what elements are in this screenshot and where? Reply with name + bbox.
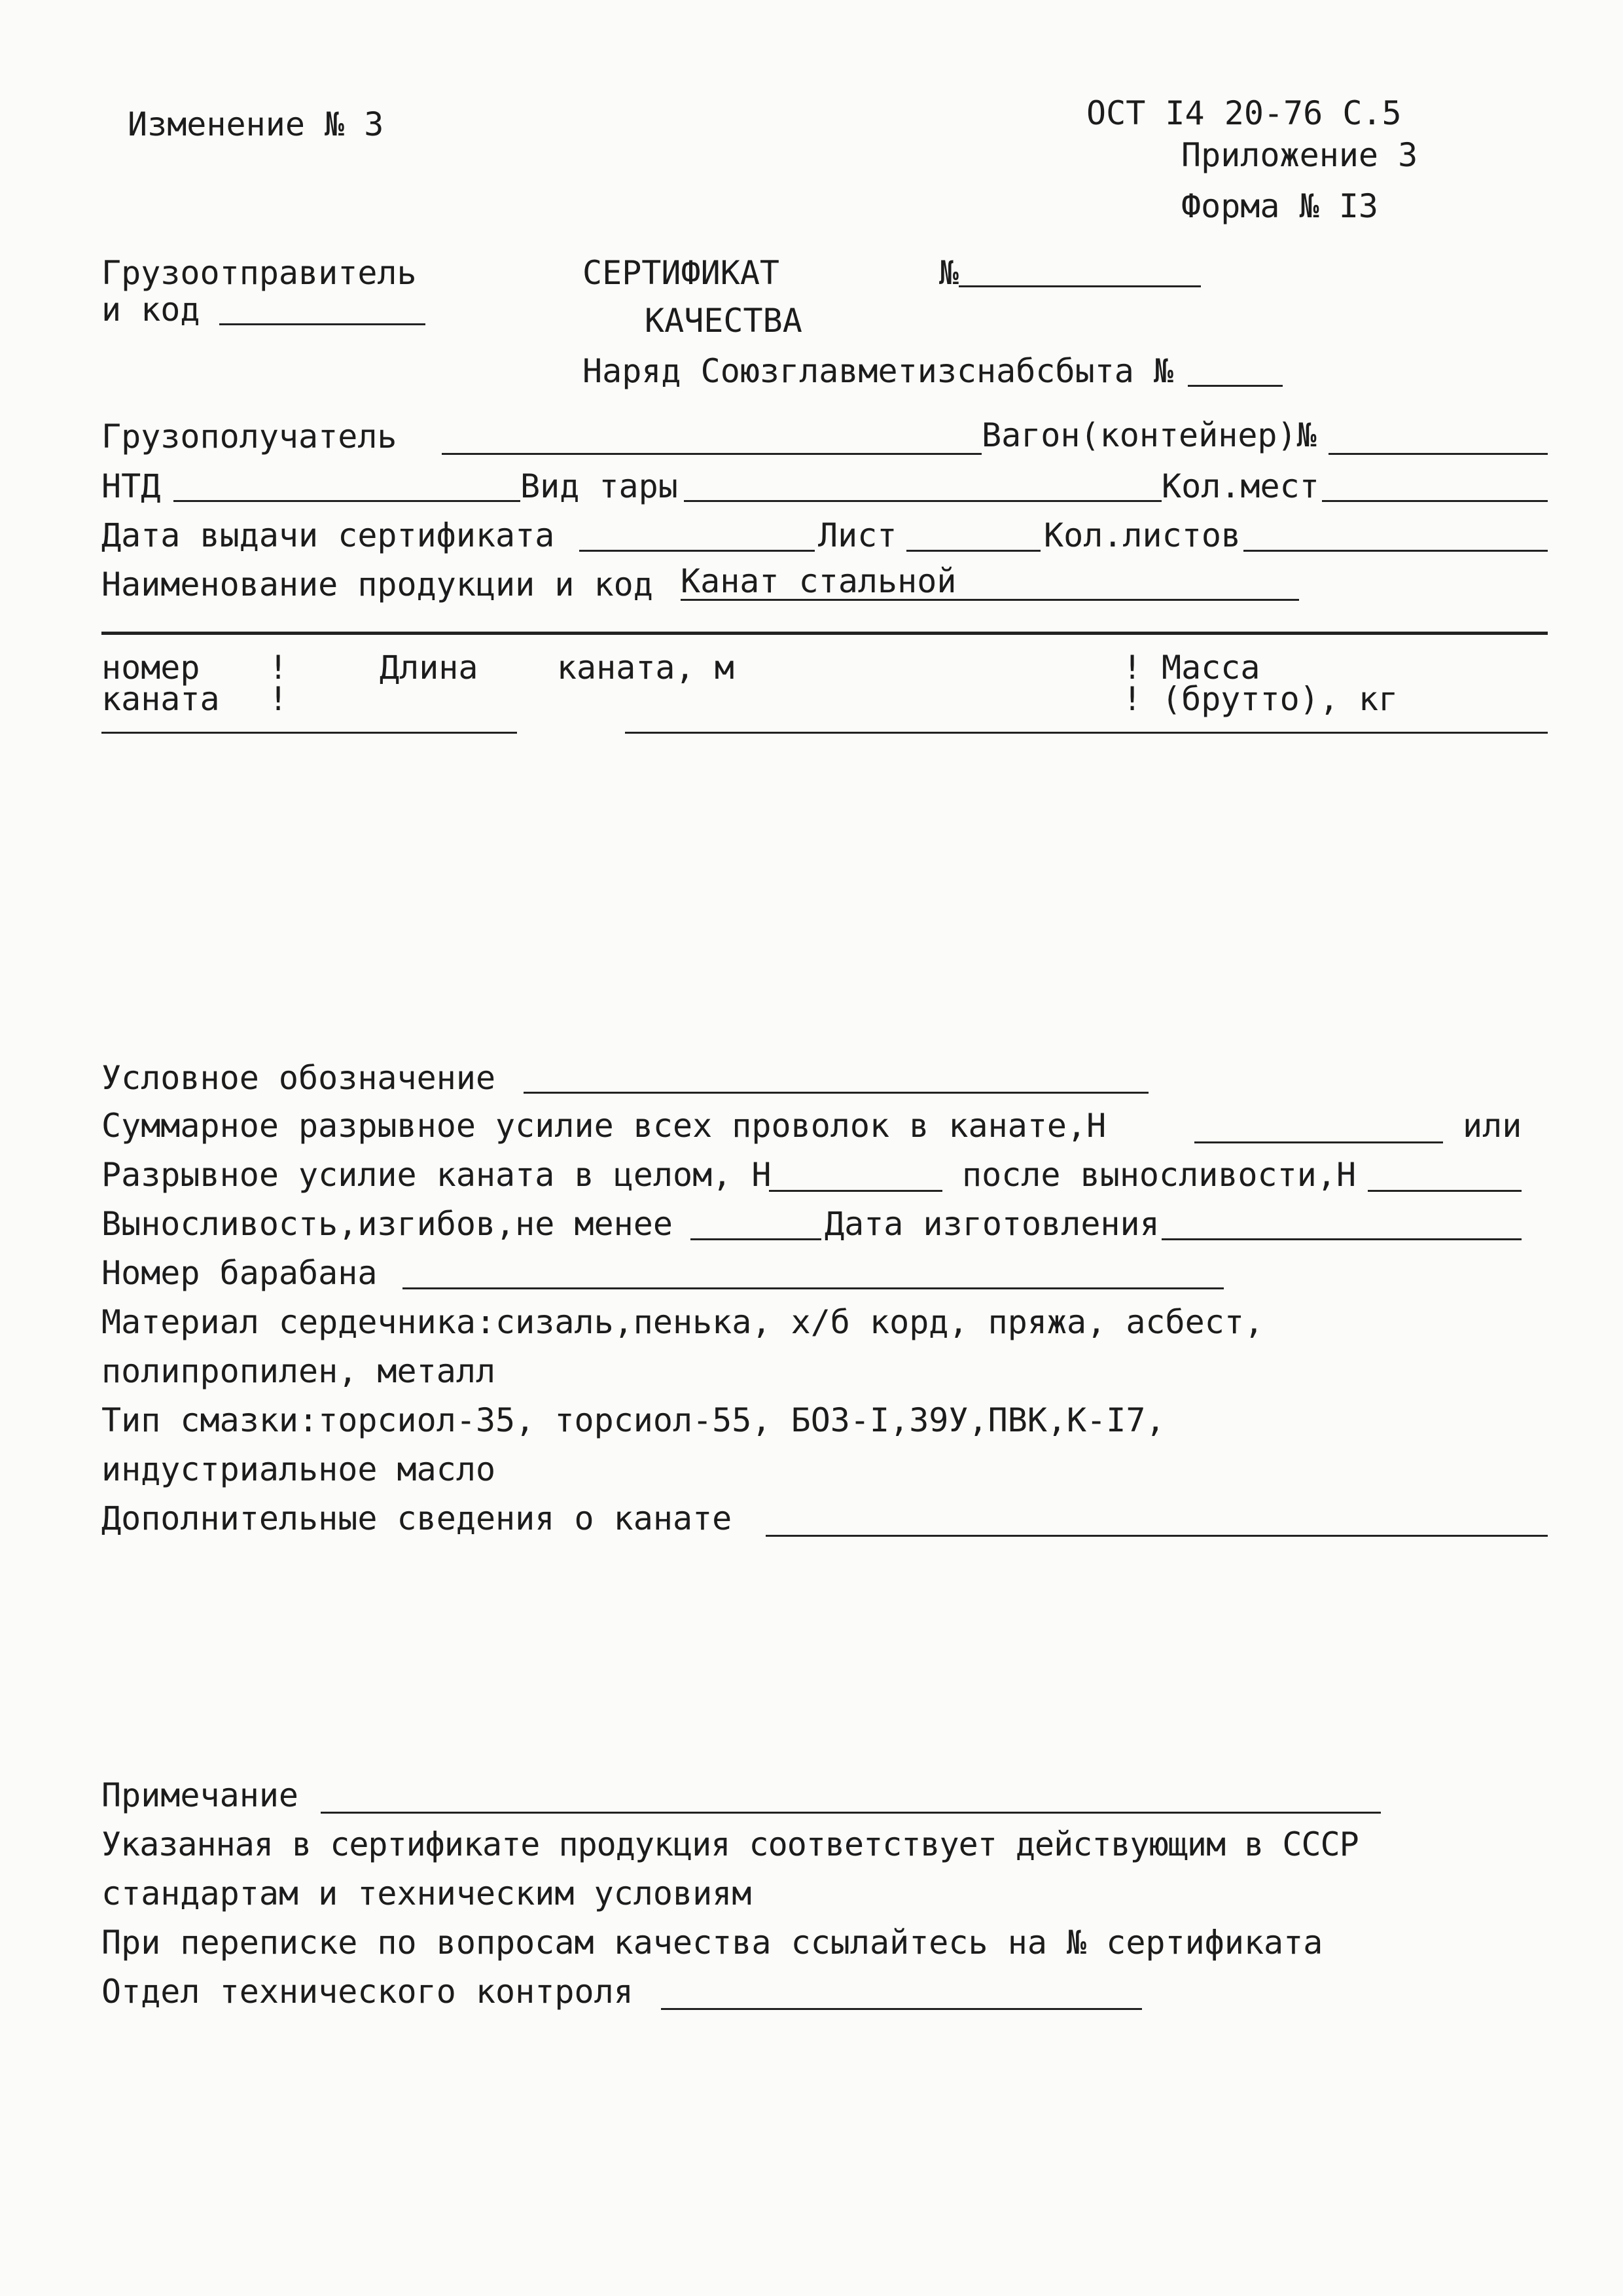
shipper-code-label: и код [101, 291, 200, 329]
col-separator: ! [268, 680, 289, 718]
ntd-line[interactable] [173, 500, 520, 502]
otk-signature-line[interactable] [661, 2008, 1142, 2010]
shipper-code-line[interactable] [219, 323, 425, 325]
rope-break-label: Разрывное усилие каната в целом, Н [101, 1156, 772, 1194]
tare-label: Вид тары [520, 467, 678, 505]
conformity-statement-cont: стандартам и техническим условиям [101, 1874, 752, 1912]
core-material-label: Материал сердечника:сизаль,пенька, х/б корд, пряжа, асбест, [101, 1303, 1264, 1341]
core-material-label-cont: полипропилен, металл [101, 1352, 496, 1390]
after-endurance-label: после выносливости,Н [962, 1156, 1357, 1194]
col-rope-number-label-1: номер [101, 649, 200, 687]
extra-info-line[interactable] [766, 1535, 1548, 1537]
designation-label: Условное обозначение [101, 1059, 496, 1097]
ntd-label: НТД [101, 467, 161, 505]
wagon-line[interactable] [1329, 453, 1548, 455]
consignee-label: Грузополучатель [101, 418, 397, 456]
appendix-label: Приложение 3 [1181, 136, 1418, 174]
rope-break-line[interactable] [769, 1190, 942, 1192]
certificate-subtitle: КАЧЕСТВА [645, 302, 802, 340]
grease-type-label: Тип смазки:торсиол-35, торсиол-55, БОЗ-I,39У,ПВК,К-I7, [101, 1401, 1166, 1439]
certificate-title: СЕРТИФИКАТ [582, 254, 780, 292]
drum-label: Номер барабана [101, 1254, 378, 1292]
issue-date-label: Дата выдачи сертификата [101, 516, 555, 554]
standard-label: ОСТ I4 20-76 С.5 [1086, 94, 1402, 132]
mfg-date-label: Дата изготовления [825, 1205, 1160, 1243]
places-label: Кол.мест [1162, 467, 1319, 505]
product-name-value: Канат стальной [681, 562, 957, 600]
col-mass-label-1: Масса [1162, 649, 1260, 687]
note-line[interactable] [321, 1812, 1381, 1814]
tare-line[interactable] [684, 500, 1162, 502]
otk-label: Отдел технического контроля [101, 1973, 633, 2011]
col-separator: ! [1122, 680, 1143, 718]
after-endurance-line[interactable] [1368, 1190, 1522, 1192]
form-label: Форма № I3 [1181, 187, 1379, 225]
or-label: или [1463, 1107, 1522, 1145]
order-label: Наряд Союзглавметизснабсбыта № [582, 352, 1174, 390]
change-label: Изменение № 3 [128, 105, 384, 143]
sheet-label: Лист [818, 516, 897, 554]
drum-line[interactable] [402, 1287, 1224, 1289]
table-top-rule [101, 632, 1548, 635]
places-line[interactable] [1322, 500, 1548, 502]
consignee-line[interactable] [442, 453, 982, 455]
total-break-label: Суммарное разрывное усилие всех проволок в канате,Н [101, 1107, 1107, 1145]
total-break-line[interactable] [1194, 1141, 1443, 1143]
col-rope-number-label-2: каната [101, 680, 220, 718]
sheets-count-line[interactable] [1243, 550, 1548, 552]
col-separator: ! [268, 649, 289, 687]
extra-info-label: Дополнительные сведения о канате [101, 1499, 732, 1537]
mfg-date-line[interactable] [1162, 1238, 1522, 1240]
correspondence-note: При переписке по вопросам качества ссылайтесь на № сертификата [101, 1924, 1323, 1962]
product-name-line[interactable] [681, 599, 1299, 601]
conformity-statement: Указанная в сертификате продукция соответствует действующим в СССР [101, 1825, 1359, 1863]
endurance-label: Выносливость,изгибов,не менее [101, 1205, 673, 1243]
col-length-label: Длина каната, м [380, 649, 734, 687]
table-bottom-rule-right [625, 732, 1548, 734]
col-mass-label-2: (брутто), кг [1162, 680, 1399, 718]
designation-line[interactable] [524, 1092, 1149, 1094]
sheet-line[interactable] [906, 550, 1041, 552]
note-label: Примечание [101, 1776, 299, 1814]
col-separator: ! [1122, 649, 1143, 687]
wagon-label: Вагон(контейнер)№ [982, 416, 1317, 454]
grease-type-label-cont: индустриальное масло [101, 1450, 496, 1488]
certificate-number-sign: № [939, 254, 959, 292]
order-number-line[interactable] [1188, 385, 1283, 387]
certificate-number-line[interactable] [959, 285, 1201, 287]
endurance-line[interactable] [690, 1238, 821, 1240]
issue-date-line[interactable] [579, 550, 815, 552]
product-name-label: Наименование продукции и код [101, 565, 653, 603]
table-bottom-rule-left [101, 732, 517, 734]
shipper-label: Грузоотправитель [101, 254, 417, 292]
sheets-count-label: Кол.листов [1044, 516, 1241, 554]
